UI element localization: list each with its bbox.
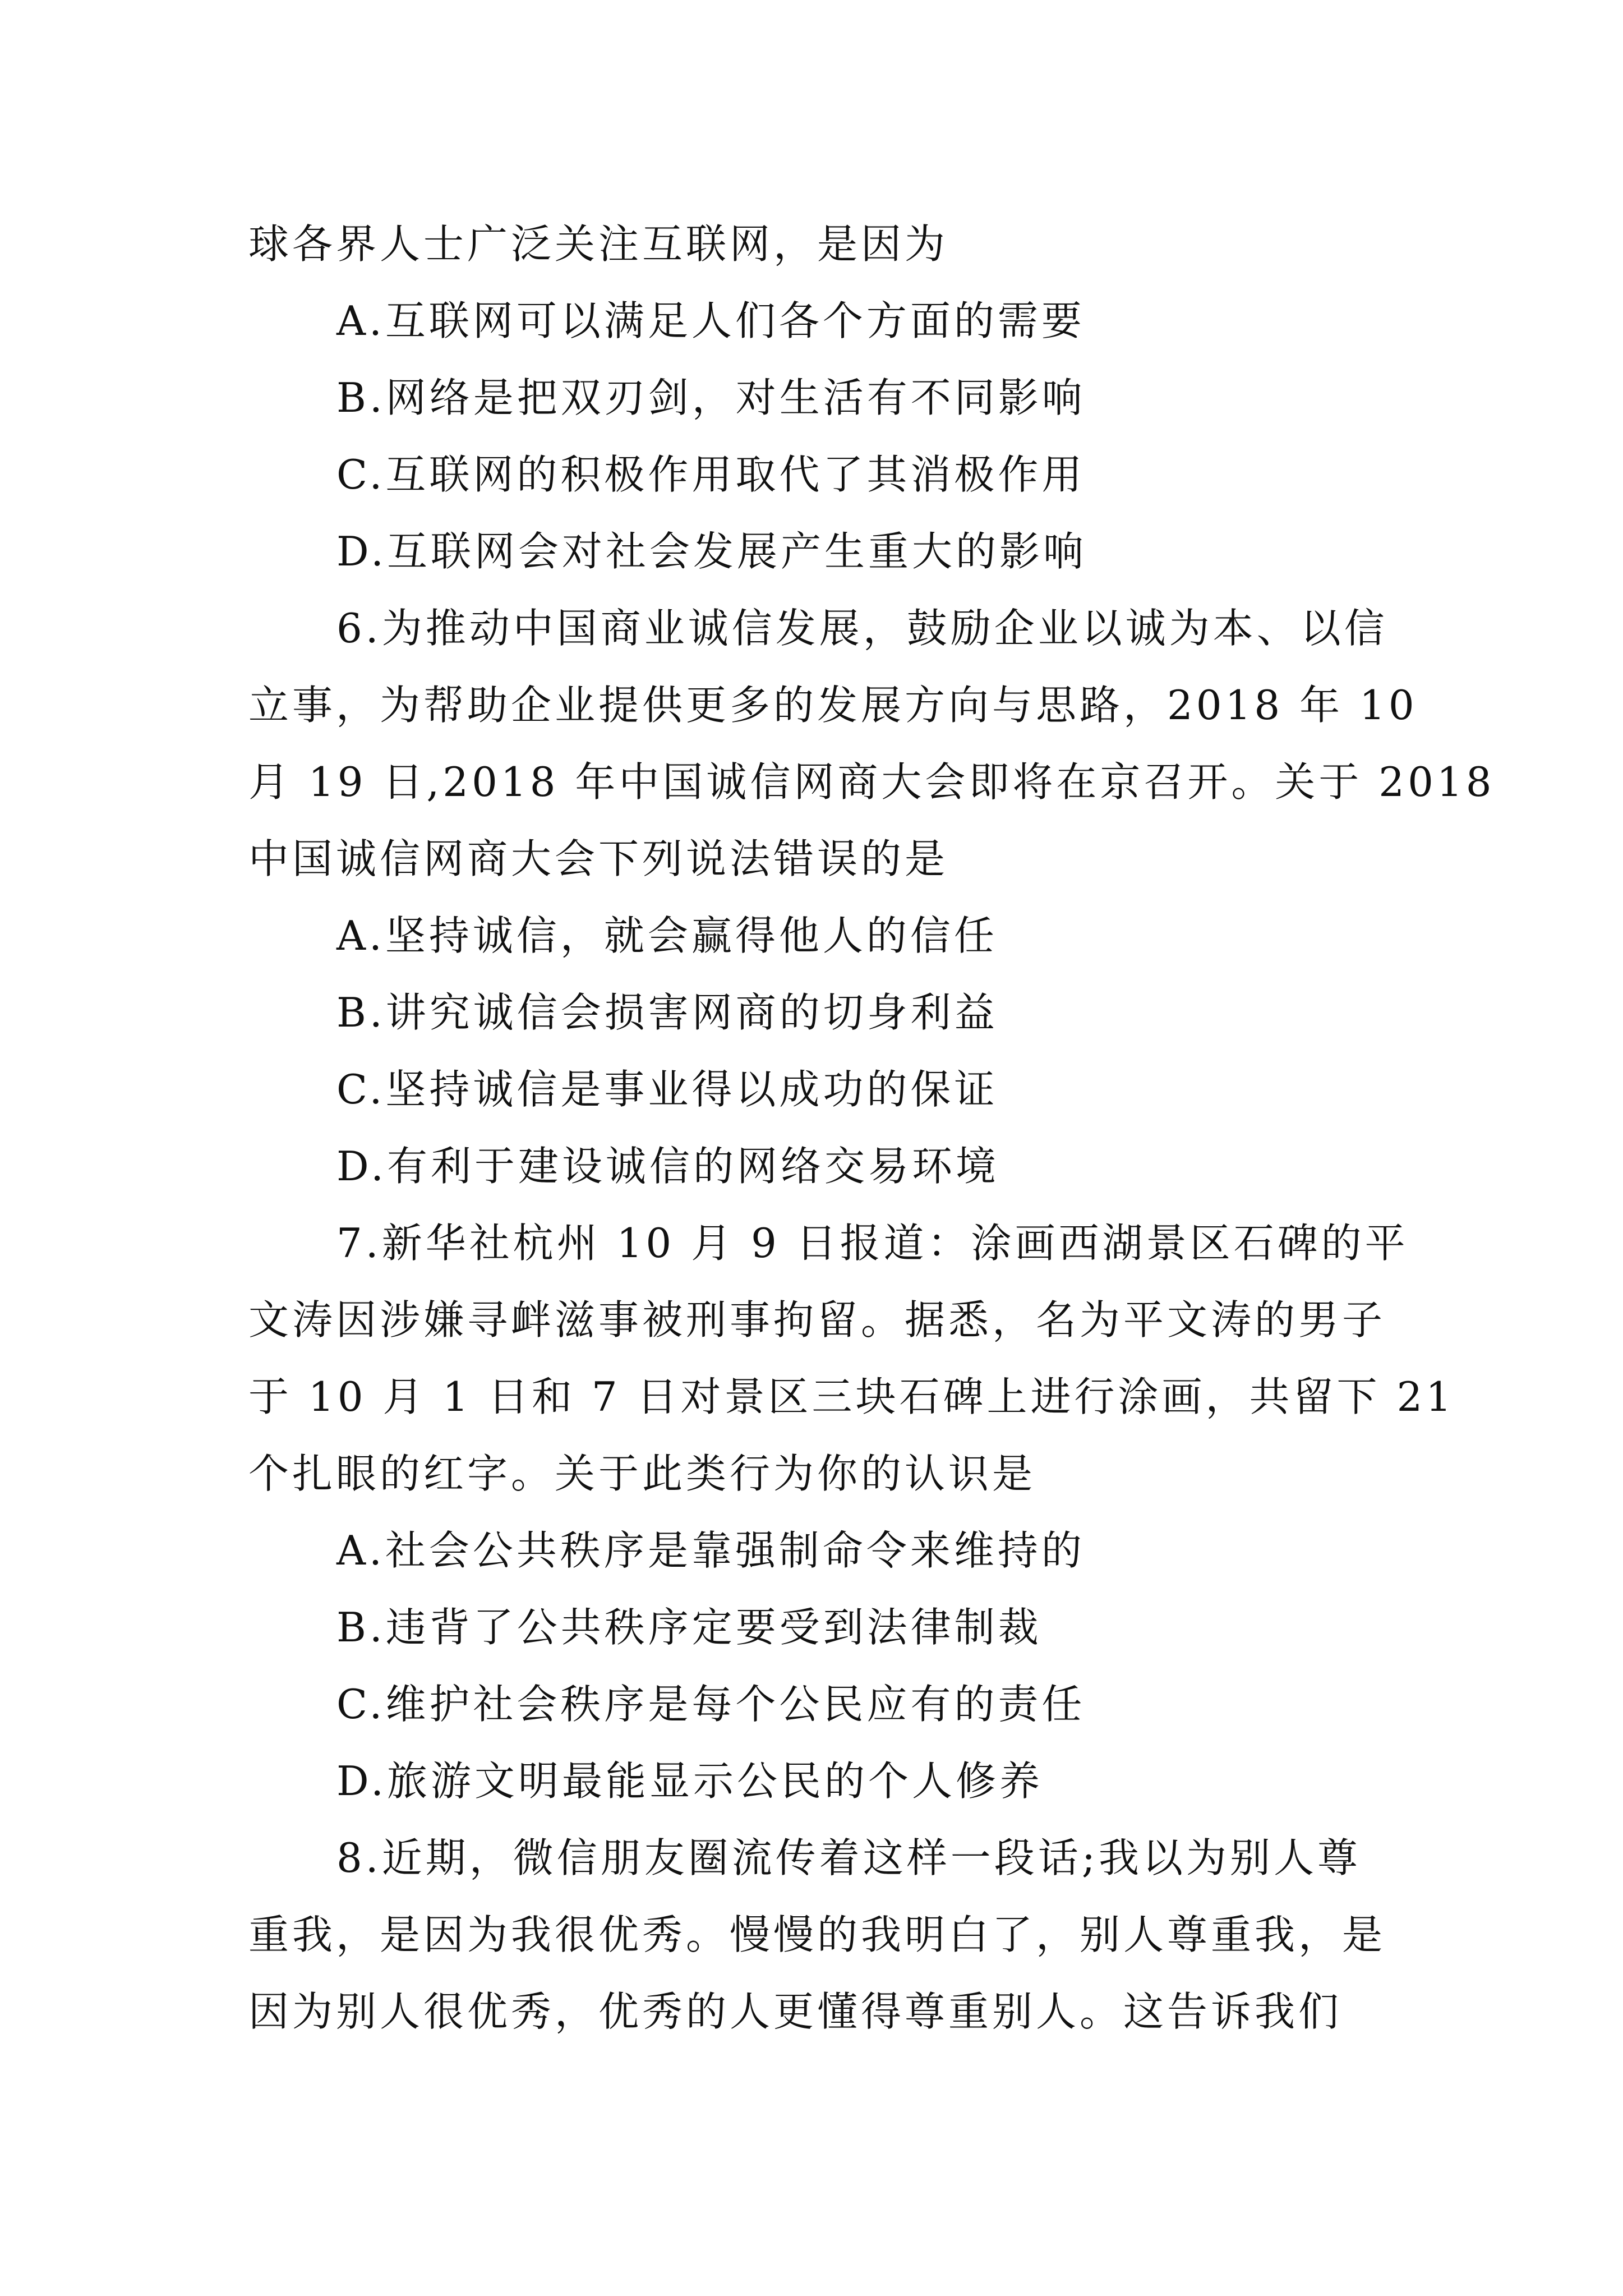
q7-stem-line-1: 7.新华社杭州 10 月 9 日报道：涂画西湖景区石碑的平 bbox=[336, 1220, 1409, 1267]
q6-stem-line-4: 中国诚信网商大会下列说法错误的是 bbox=[248, 835, 949, 882]
q6-stem-line-2: 立事，为帮助企业提供更多的发展方向与思路，2018 年 10 bbox=[248, 682, 1418, 729]
q8-stem-line-3: 因为别人很优秀，优秀的人更懂得尊重别人。这告诉我们 bbox=[248, 1988, 1343, 2035]
q8-stem-line-2: 重我，是因为我很优秀。慢慢的我明白了，别人尊重我，是 bbox=[248, 1911, 1386, 1958]
q7-option-c: C.维护社会秩序是每个公民应有的责任 bbox=[336, 1681, 1086, 1728]
q7-option-d: D.旅游文明最能显示公民的个人修养 bbox=[336, 1757, 1044, 1805]
q6-option-a: A.坚持诚信，就会赢得他人的信任 bbox=[336, 912, 998, 959]
q5-option-c: C.互联网的积极作用取代了其消极作用 bbox=[336, 451, 1086, 498]
q6-option-b: B.讲究诚信会损害网商的切身利益 bbox=[336, 989, 998, 1036]
question-stem-continuation: 球各界人士广泛关注互联网，是因为 bbox=[248, 220, 949, 268]
q7-stem-line-2: 文涛因涉嫌寻衅滋事被刑事拘留。据悉，名为平文涛的男子 bbox=[248, 1296, 1386, 1343]
q8-stem-line-1: 8.近期，微信朋友圈流传着这样一段话;我以为别人尊 bbox=[336, 1834, 1361, 1881]
q6-option-c: C.坚持诚信是事业得以成功的保证 bbox=[336, 1066, 998, 1113]
q7-stem-line-4: 个扎眼的红字。关于此类行为你的认识是 bbox=[248, 1450, 1036, 1497]
q7-option-a: A.社会公共秩序是靠强制命令来维持的 bbox=[336, 1527, 1085, 1574]
q5-option-b: B.网络是把双刃剑，对生活有不同影响 bbox=[336, 374, 1086, 421]
q6-option-d: D.有利于建设诚信的网络交易环境 bbox=[336, 1143, 1000, 1190]
q6-stem-line-1: 6.为推动中国商业诚信发展，鼓励企业以诚为本、以信 bbox=[336, 605, 1388, 652]
q7-stem-line-3: 于 10 月 1 日和 7 日对景区三块石碑上进行涂画，共留下 21 bbox=[248, 1373, 1455, 1420]
q5-option-d: D.互联网会对社会发展产生重大的影响 bbox=[336, 528, 1087, 575]
document-body bbox=[248, 206, 1495, 2050]
q5-option-a: A.互联网可以满足人们各个方面的需要 bbox=[336, 297, 1085, 344]
q6-stem-line-3: 月 19 日,2018 年中国诚信网商大会即将在京召开。关于 2018 bbox=[248, 758, 1495, 806]
q7-option-b: B.违背了公共秩序定要受到法律制裁 bbox=[336, 1604, 1042, 1651]
